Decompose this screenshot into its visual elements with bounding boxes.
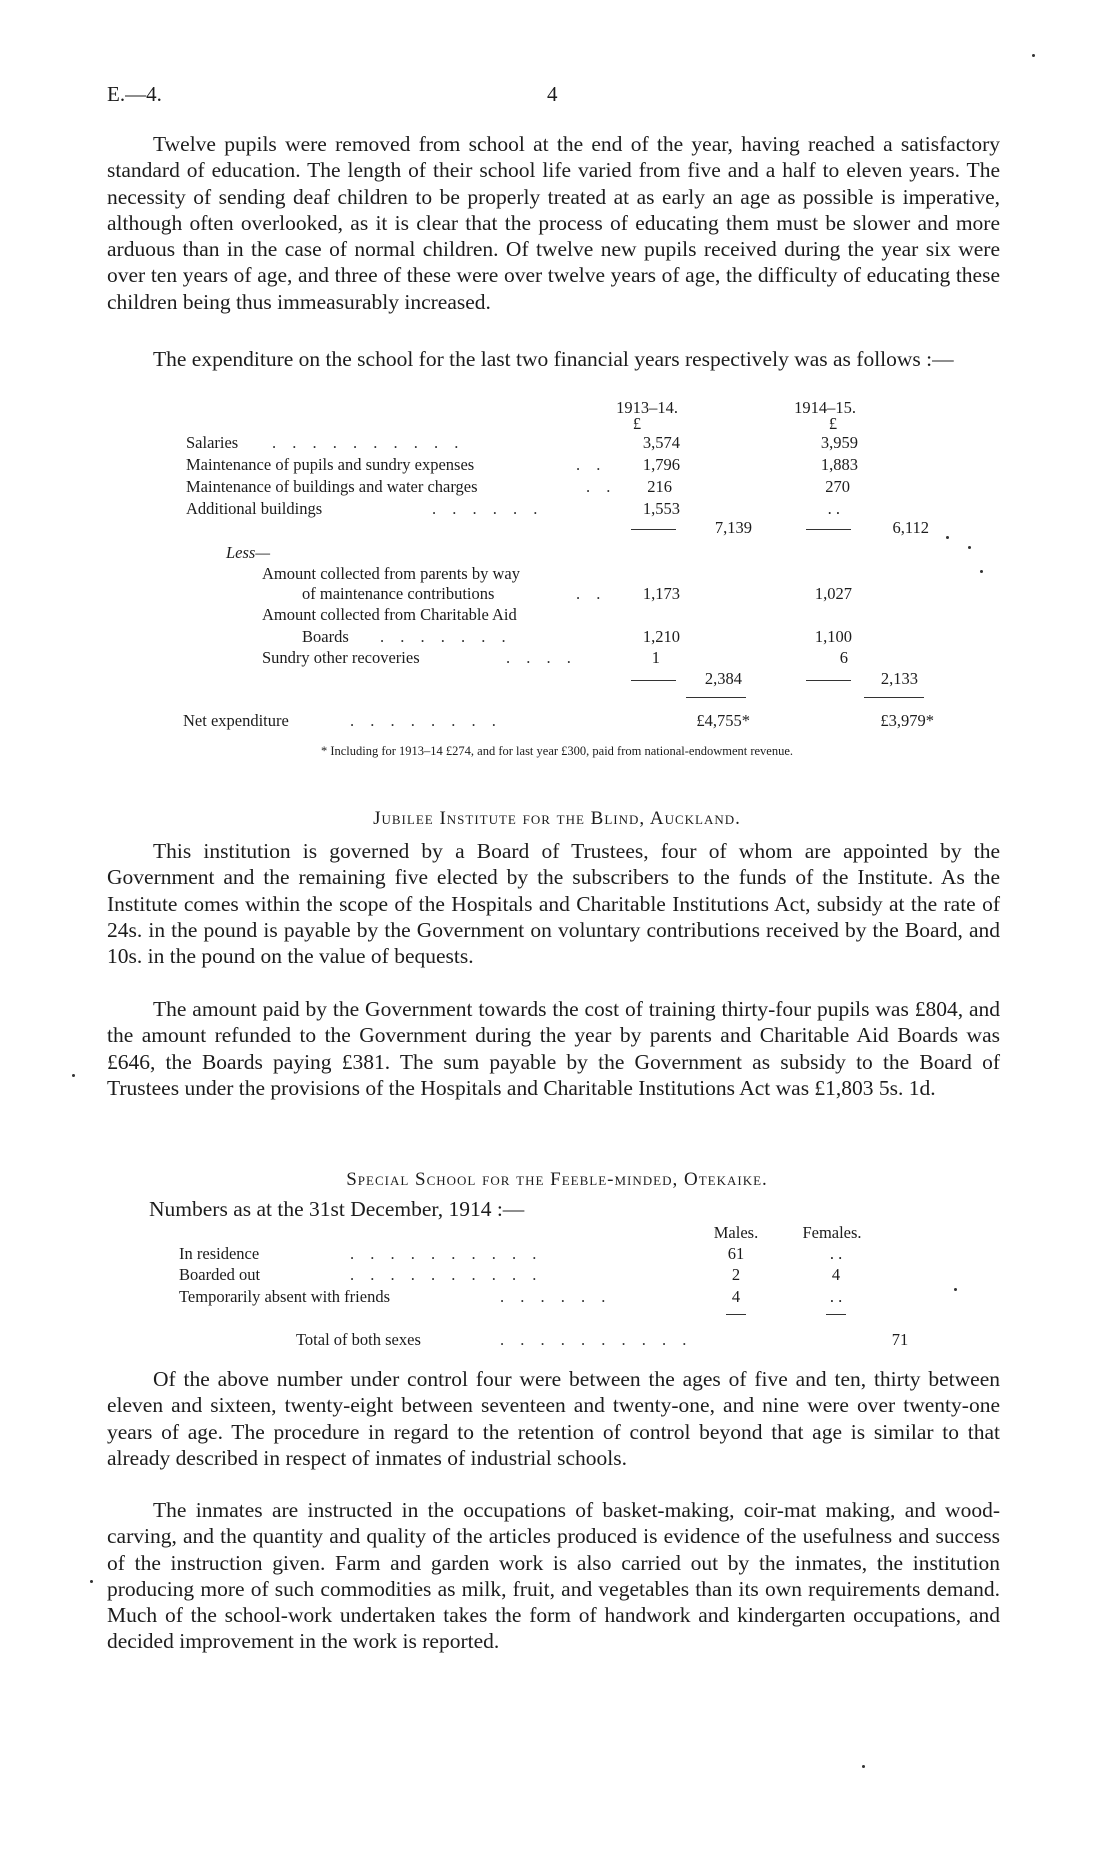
numbers-intro: Numbers as at the 31st December, 1914 :— [149,1197,525,1221]
net-expenditure-1914: £3,979* [880,711,934,730]
subtotal-1913: 7,139 [714,518,752,537]
less-label: Less— [226,543,271,562]
scan-speck [72,1074,75,1077]
col-header-1913: 1913–14. [616,398,678,417]
col-header-females: Females. [802,1223,862,1242]
leader-dots: . . . . . . . . . . [500,1330,693,1349]
leader-dots: . . . . . . . . . . [350,1244,543,1263]
row-label: Amount collected from parents by way [262,564,520,583]
value-1913: 216 [647,477,672,496]
special-paragraph-2: The inmates are instructed in the occupations of basket-making, coir-mat making, and wood-carving, and the quantity and quality of the articles produced is evidence of the usefulness and success of the instruction given. Farm and garden work is also carried out by the inmates, the institution producing more of such commodities as milk, fruit, and vegetables than its own requirements demand. Much of the school-work undertaken takes the form of handwork and kindergarten occupations, and decided improvement in the work is reported. [107,1498,1000,1654]
row-label: Temporarily absent with friends [179,1287,390,1306]
page-number: 4 [547,82,558,106]
scan-speck [954,1288,957,1291]
total-rule [686,697,746,698]
value-1914: 1,100 [814,627,852,646]
leader-dots: . . . . . . . . . . [350,1265,543,1284]
females-count: . . [829,1244,843,1263]
sum-rule [826,1314,846,1315]
males-count: 2 [731,1265,741,1284]
less-total-1914: 2,133 [880,669,918,688]
special-paragraph-1: Of the above number under control four were between the ages of five and ten, thirty between eleven and sixteen, twenty-eight between seventeen and twenty-one, and nine were over twenty-one years of age. The procedure in regard to the retention of control beyond that age is similar to that already described in respect of inmates of industrial schools. [107,1367,1000,1470]
leader-dots: . . . . . . [500,1287,612,1306]
value-1914: 1,027 [814,584,852,603]
row-label: Boarded out [179,1265,261,1284]
leader-dots: . . . . [506,648,577,667]
leader-dots: . . . . . . [432,499,544,518]
row-label: Additional buildings [186,499,323,518]
scan-speck [946,536,949,539]
row-label: Sundry other recoveries [262,648,420,667]
leader-dots: . . . . . . . . [350,711,502,730]
col-header-males: Males. [713,1223,759,1242]
page-reference: E.—4. [107,82,162,106]
total-rule [864,697,924,698]
scan-speck [980,570,983,573]
value-1913: 1,553 [642,499,680,518]
special-school-heading: Special School for the Feeble-minded, Otekaike. [346,1169,768,1190]
value-1914: 6 [839,648,848,667]
sum-rule [806,680,851,681]
subtotal-1914: 6,112 [892,518,929,537]
jubilee-heading: Jubilee Institute for the Blind, Auckland. [373,808,741,829]
less-total-1913: 2,384 [704,669,742,688]
value-1914: 1,883 [820,455,858,474]
value-1913: 1,796 [642,455,680,474]
net-expenditure-1913: £4,755* [696,711,750,730]
row-label: Salaries [186,433,239,452]
leader-dots: . . . . . . . [380,627,512,646]
leader-dots: . . [586,477,617,496]
sum-rule [631,529,676,530]
leader-dots: . . . . . . . . . . [272,433,465,452]
scan-speck [968,546,971,549]
males-count: 61 [727,1244,745,1263]
value-1914: . . [827,499,840,518]
value-1913: 1 [651,648,660,667]
currency-1914: £ [828,414,838,433]
net-expenditure-label: Net expenditure [183,711,289,730]
scan-speck [1032,54,1035,57]
col-header-1914: 1914–15. [794,398,856,417]
currency-1913: £ [632,414,642,433]
females-count: . . [829,1287,843,1306]
total-label: Total of both sexes [296,1330,421,1349]
value-1914: 3,959 [820,433,858,452]
jubilee-paragraph-2: The amount paid by the Government towards the cost of training thirty-four pupils was £804, and the amount refunded to the Government during the year by parents and Charitable Aid Boards was £646, the Boards paying £381. The sum payable by the Government as subsidy to the Board of Trustees under the provisions of the Hospitals and Charitable Institutions Act was £1,803 5s. 1d. [107,997,1000,1100]
males-count: 4 [731,1287,741,1306]
leader-dots: . . [576,455,607,474]
row-label: In residence [179,1244,260,1263]
sum-rule [806,529,851,530]
row-label: Maintenance of buildings and water charges [186,477,478,496]
row-label-continued: of maintenance contributions [302,584,495,603]
value-1914: 270 [825,477,850,496]
females-count: 4 [831,1265,841,1284]
footnote: * Including for 1913–14 £274, and for last year £300, paid from national-endowment revenue. [320,744,794,758]
scan-speck [862,1765,865,1768]
row-label-continued: Boards [302,627,349,646]
scan-speck [90,1580,93,1583]
total-both-sexes: 71 [891,1330,909,1349]
leader-dots: . . [576,584,607,603]
row-label: Maintenance of pupils and sundry expenses [186,455,475,474]
value-1913: 3,574 [642,433,680,452]
row-label: Amount collected from Charitable Aid [262,605,517,624]
value-1913: 1,210 [642,627,680,646]
sum-rule [726,1314,746,1315]
jubilee-paragraph-1: This institution is governed by a Board of Trustees, four of whom are appointed by the Government and the remaining five elected by the subscribers to the funds of the Institute. As the Institute comes within the scope of the Hospitals and Charitable Institutions Act, subsidy at the rate of 24s. in the pound is payable by the Government on voluntary contributions received by the Board, and 10s. in the pound on the value of bequests. [107,839,1000,969]
value-1913: 1,173 [642,584,680,603]
deaf-school-paragraph: Twelve pupils were removed from school at the end of the year, having reached a satisfactory standard of education. The length of their school life varied from five and a half to eleven years. The necessity of sending deaf children to be properly treated at as early an age as possible is imperative, although often overlooked, as it is clear that the process of educating them must be slower and more arduous than in the case of normal children. Of twelve new pupils received during the year six were over ten years of age, and three of these were over twelve years of age, the difficulty of educating these children being thus immeasurably increased. [107,132,1000,314]
expenditure-intro: The expenditure on the school for the last two financial years respectively was as follows :— [153,347,954,371]
